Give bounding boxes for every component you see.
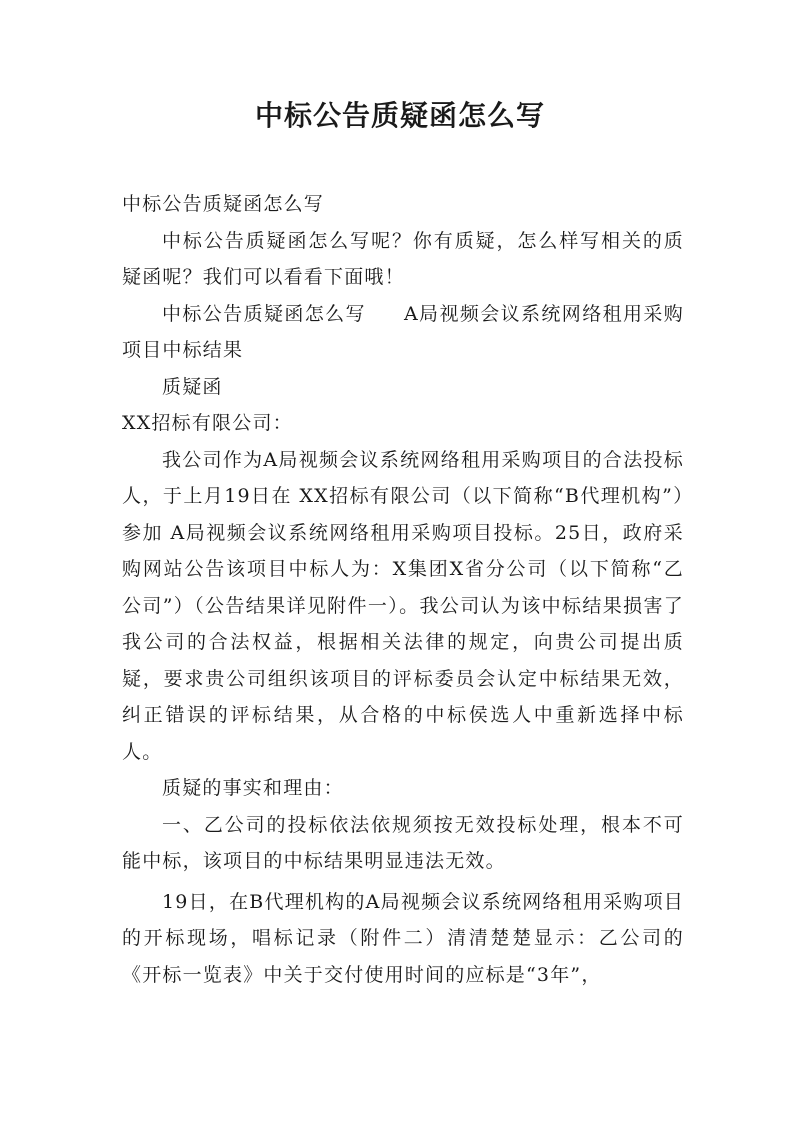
paragraph-subject [122, 296, 684, 369]
document-body [122, 186, 684, 993]
paragraph-heading: 中标公告质疑函怎么写 [122, 193, 325, 215]
document-title: 中标公告质疑函怎么写 [254, 99, 545, 132]
paragraph-point-one: 一、乙公司的投标依法依规须按无效投标处理，根本不可能中标，该项目的中标结果明显违法无效。 [122, 813, 684, 872]
paragraph-subject-part2: A局视频会议系统网络租用采购项目中标结果 [122, 302, 684, 361]
paragraph-facts-heading: 质疑的事实和理由： [162, 777, 344, 799]
paragraph-statement: 我公司作为A局视频会议系统网络租用采购项目的合法投标人，于上月19日在 XX招标有限公司（以下简称“B代理机构”）参加 A局视频会议系统网络租用采购项目投标。25日，政府采购网站公告该项目中标人为：X集团X省分公司（以下简称“乙公司”）（公告结果详见附件一）。我公司认为该中标结果损害了我公司的合法权益，根据相关法律的规定，向贵公司提出质疑，要求贵公司组织该项目的评标委员会认定中标结果无效，纠正错误的评标结果，从合格的中标侯选人中重新选择中标人。 [122, 448, 684, 763]
paragraph-details: 19日，在B代理机构的A局视频会议系统网络租用采购项目的开标现场，唱标记录（附件二）清清楚楚显示：乙公司的《开标一览表》中关于交付使用时间的应标是“3年”， [122, 890, 684, 986]
paragraph-intro: 中标公告质疑函怎么写呢？你有质疑，怎么样写相关的质疑函呢？我们可以看看下面哦！ [122, 229, 684, 288]
paragraph-letter-title: 质疑函 [162, 375, 223, 398]
paragraph-subject-part1: 中标公告质疑函怎么写 [162, 302, 366, 325]
paragraph-recipient: XX招标有限公司： [122, 412, 293, 434]
